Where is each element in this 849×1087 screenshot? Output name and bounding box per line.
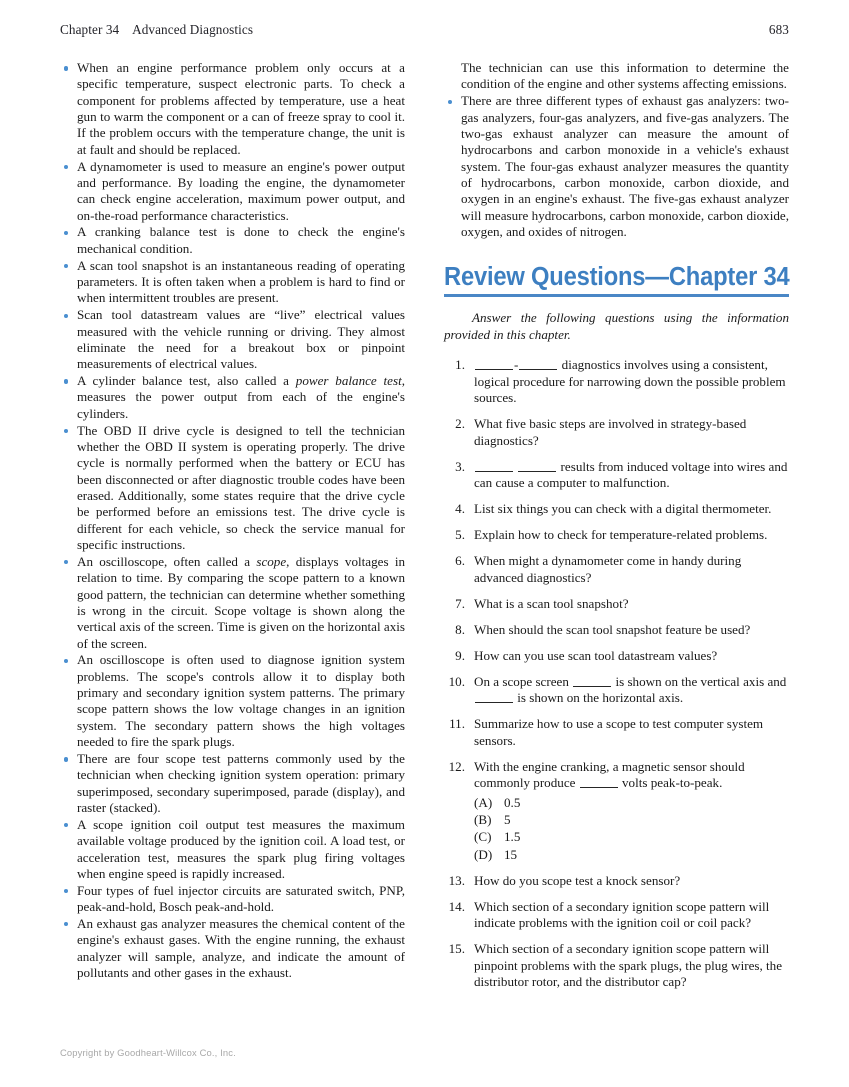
list-item-text: There are three different types of exhaust gas analyzers: two-gas analyzers, four-gas analyzers, and five-gas analyzers. The two-gas exhaust analyzer can measure the amount of hydrocarbons and carbon monoxide in a vehicle's exhaust system. The four-gas exhaust analyzer measures the quantity of hydrocarbons, carbon monoxide, carbon dioxide, and oxygen in an engine's exhaust. The five-gas exhaust analyzer will measure hydrocarbons, carbon monoxide, carbon dioxide, oxygen, and oxides of nitrogen. (461, 93, 789, 239)
question-number: 13. (448, 872, 465, 888)
answer-choice (474, 794, 789, 811)
list-item-text: An oscilloscope is often used to diagnose ignition system problems. The scope's controls allow it to display both primary and secondary ignition system patterns. The primary scope pattern shows the low voltage changes in an ignition system. The secondary pattern shows the high voltages needed to fire the spark plugs. (77, 652, 405, 750)
left-column (60, 60, 405, 1025)
fill-in-blank (475, 460, 513, 472)
review-question (444, 416, 789, 449)
question-text: What is a scan tool snapshot? (474, 595, 629, 611)
question-text: Explain how to check for temperature-related problems. (474, 527, 768, 543)
list-item (60, 916, 405, 981)
question-number: 9. (455, 647, 465, 663)
list-item-cylinder-balance (60, 373, 405, 422)
question-number: 1. (455, 357, 465, 373)
answer-choice-value: 15 (504, 846, 518, 862)
question-text: Which section of a secondary ignition scope pattern will indicate problems with the ignition coil or coil pack? (474, 898, 770, 931)
question-text: - diagnostics involves using a consistent, logical procedure for narrowing down the possible problem sources. (474, 357, 786, 406)
review-question (444, 553, 789, 586)
question-number: 7. (455, 595, 465, 611)
list-item (60, 60, 405, 158)
review-question (444, 357, 789, 407)
question-number: 11. (449, 716, 465, 732)
italic-term-scope: scope (256, 553, 287, 569)
answer-choice-value: 1.5 (504, 829, 521, 845)
list-item (60, 159, 405, 224)
question-number: 2. (455, 416, 465, 432)
list-item (60, 307, 405, 372)
list-item-text: A scan tool snapshot is an instantaneous reading of operating parameters. It is often taken when a problem is hard to find or when intermittent troubles are present. (77, 257, 405, 306)
list-item-text: Scan tool datastream values are “live” electrical values measured with the vehicle running or driving. They almost eliminate the need for a breakout box or pinpoint measurements of electrical values. (77, 307, 405, 372)
review-questions-list (444, 357, 789, 991)
list-item-text: There are four scope test patterns commonly used by the technician when checking ignition system operation: primary superimposed, secondary superimposed, parade (display), and raster (stacked). (77, 750, 405, 815)
fill-in-blank (518, 460, 556, 472)
review-question (444, 622, 789, 639)
summary-list-left (60, 60, 405, 981)
question-text: When should the scan tool snapshot feature be used? (474, 621, 751, 637)
running-head (60, 22, 789, 42)
review-question (444, 596, 789, 613)
question-text: How do you scope test a knock sensor? (474, 872, 681, 888)
answer-choice (474, 846, 789, 863)
review-question (444, 674, 789, 707)
answer-choice-label: (A) (474, 794, 493, 810)
review-question (444, 527, 789, 544)
heading-underline-rule (444, 294, 789, 297)
list-item (60, 817, 405, 882)
list-item (60, 883, 405, 916)
answer-choices (474, 794, 789, 864)
italic-term-power-balance-test: power balance test (295, 373, 402, 389)
continuation-text: The technician can use this information to determine the condition of the engine and other systems affecting emissions. (461, 60, 789, 92)
fill-in-blank (475, 691, 513, 703)
body-columns (60, 60, 789, 1025)
question-text: results from induced voltage into wires and can cause a computer to malfunction. (474, 458, 788, 491)
list-item-text: A dynamometer is used to measure an engine's power output and performance. By loading the engine, the dynamometer can check engine acceleration, maximum power output, and on-the-road performance characteristics. (77, 158, 405, 223)
question-text: Summarize how to use a scope to test computer system sensors. (474, 716, 764, 748)
review-question (444, 873, 789, 890)
question-text: Which section of a secondary ignition scope pattern will pinpoint problems with the spark plugs, the plug wires, the distributor rotor, and the distributor cap? (474, 941, 783, 990)
list-item-text: An exhaust gas analyzer measures the chemical content of the engine's exhaust gases. With the engine running, the exhaust analyzer will sample, analyze, and indicate the amount of pollutants and other gases in the exhaust. (77, 915, 405, 980)
answer-choice (474, 811, 789, 828)
list-item-oscilloscope (60, 554, 405, 652)
review-question (444, 459, 789, 492)
list-item-text-part2: , displays voltages in relation to time. By comparing the scope pattern to a known good pattern, the technician can determine whether something is wrong in the circuit. Scope voltage is shown along the vertical axis of the screen. Time is given on the horizontal axis of the screen. (77, 553, 405, 651)
right-column (444, 60, 789, 1025)
list-item-text: A scope ignition coil output test measures the maximum available voltage produced by the ignition coil. A load test, or acceleration test, measures the spark plug firing voltages when engine speed is rapidly increased. (77, 816, 405, 881)
review-question (444, 941, 789, 991)
answer-choice-value: 5 (504, 812, 511, 827)
list-item-text: The OBD II drive cycle is designed to tell the technician whether the OBD II system is operating properly. The drive cycle is normally performed when the battery or ECU has been disconnected or after diagnostic trouble codes have been erased. Additionally, some states require that the drive cycle be performed before an emissions test. The drive cycle is different for each vehicle, so check the service manual for specific instructions. (77, 422, 405, 552)
question-number: 6. (455, 553, 465, 569)
fill-in-blank (573, 675, 611, 687)
question-text: How can you use scan tool datastream values? (474, 647, 718, 663)
fill-in-blank (475, 358, 513, 370)
answer-choice (474, 828, 789, 845)
page-number: 683 (768, 22, 789, 37)
list-item-text-part1: An oscilloscope, often called a (77, 553, 257, 569)
review-question (444, 899, 789, 932)
continuation-paragraph (444, 60, 789, 93)
review-instructions: Answer the following questions using the information provided in this chapter. (444, 310, 789, 342)
question-text: When might a dynamometer come in handy during advanced diagnostics? (474, 553, 742, 585)
list-item (444, 93, 789, 240)
list-item (60, 652, 405, 750)
review-question (444, 501, 789, 518)
fill-in-blank (580, 776, 618, 788)
review-question (444, 716, 789, 749)
question-number: 4. (455, 501, 465, 517)
list-item (60, 258, 405, 307)
review-question (444, 759, 789, 864)
review-questions-title: Review Questions—Chapter 34 (444, 263, 790, 292)
answer-choice-value: 0.5 (504, 794, 521, 810)
question-number: 5. (455, 527, 465, 543)
list-item (60, 224, 405, 257)
question-number: 12. (448, 758, 465, 774)
list-item-text-part2: , measures the power output from each of the engine's cylinders. (77, 373, 405, 421)
summary-list-right (444, 60, 789, 240)
question-number: 3. (455, 458, 465, 474)
list-item-text: A cranking balance test is done to check the engine's mechanical condition. (77, 224, 405, 256)
list-item (60, 423, 405, 554)
list-item-text-part1: A cylinder balance test, also called a (77, 373, 296, 389)
question-text: With the engine cranking, a magnetic sensor should commonly produce volts peak-to-peak. (474, 758, 745, 791)
question-text: List six things you can check with a digital thermometer. (474, 501, 772, 517)
answer-choice-label: (C) (474, 829, 492, 845)
running-head-chapter: Chapter 34 Advanced Diagnostics (60, 22, 254, 37)
list-item-text: Four types of fuel injector circuits are saturated switch, PNP, peak-and-hold, Bosch peak-and-hold. (77, 882, 405, 915)
fill-in-blank (519, 358, 557, 370)
question-number: 10. (448, 673, 465, 689)
review-questions-section-header (444, 263, 789, 297)
answer-choice-label: (B) (474, 812, 492, 827)
list-item (60, 751, 405, 816)
copyright-footer: Copyright by Goodheart-Willcox Co., Inc. (60, 1047, 236, 1058)
list-item-text: When an engine performance problem only occurs at a specific temperature, suspect electronic parts. To check a component for problems affected by temperature, use a heat gun to warm the component or a can of freeze spray to cool it. If the problem occurs with the temperature change, the unit is at fault and should be replaced. (77, 60, 405, 157)
question-text: On a scope screen is shown on the vertical axis and is shown on the horizontal axis. (474, 673, 787, 706)
question-number: 14. (448, 898, 465, 914)
answer-choice-label: (D) (474, 846, 493, 862)
question-number: 15. (448, 941, 465, 957)
review-question (444, 648, 789, 665)
question-text: What five basic steps are involved in strategy-based diagnostics? (474, 416, 747, 448)
question-number: 8. (455, 621, 465, 637)
